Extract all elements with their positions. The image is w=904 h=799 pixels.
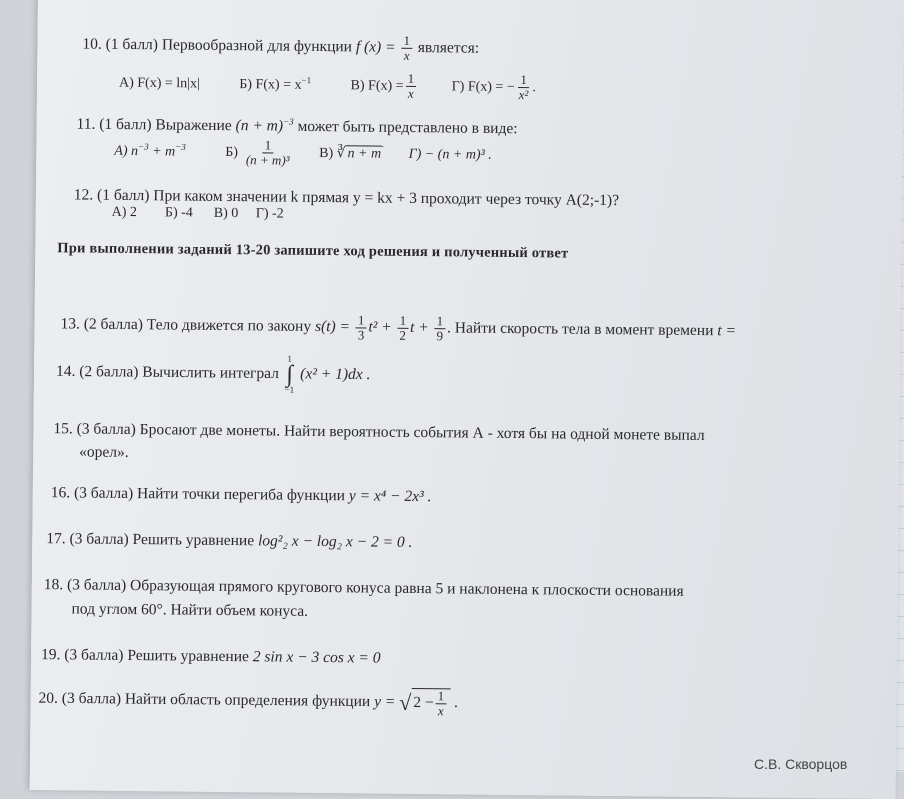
question-15-line1: 15. (3 балла) Бросают две монеты. Найти вероятность события А - хотя бы на одной монете выпал [53, 420, 705, 445]
q10-answer-c-den: x [407, 85, 414, 101]
q10-answer-b [239, 74, 312, 93]
q10-answer-d [451, 72, 537, 103]
q16-text: 16. (3 балла) Найти точки перегиба функции [50, 484, 346, 505]
q10-answer-b-exp: −1 [301, 74, 312, 85]
instruction-heading: При выполнении заданий 13-20 запишите ход решения и полученный ответ [57, 240, 569, 262]
q13-text: 13. (2 балла) Тело движется по закону [60, 315, 312, 335]
q13-tvar: t = [717, 322, 737, 340]
question-17 [46, 530, 412, 552]
q14-text: 14. (2 балла) Вычислить интеграл [55, 362, 279, 383]
q13-term2: t² + [368, 318, 392, 336]
q10-answer-d-text: Г) F(x) = − [451, 79, 515, 95]
q17-equation: log²₂ x − log₂ x − 2 = 0 . [257, 532, 413, 551]
signature-text: С.В. Скворцов [754, 756, 848, 772]
q11-answer-d: Г) − (n + m)³ . [408, 146, 492, 163]
q13-frac1-num: 1 [356, 313, 367, 328]
q11-expr-exp: −3 [283, 116, 294, 127]
q20-lhs: y = [374, 693, 396, 711]
q10-answer-a: А) F(x) = ln|x| [118, 75, 200, 92]
q17-text: 17. (3 балла) Решить уравнение [46, 530, 255, 550]
q14-integral-sign: 1 ∫ −1 [284, 353, 295, 395]
q10-tail: является: [417, 39, 480, 57]
q16-func: y = x⁴ − 2x³ . [348, 487, 432, 506]
q14-upper-limit: 1 [287, 353, 293, 364]
q13-frac2-num: 1 [398, 314, 409, 329]
question-20 [38, 684, 458, 718]
q10-frac [401, 34, 412, 63]
q10-answer-c-num: 1 [406, 72, 417, 87]
q11-answer-a [114, 141, 186, 160]
q20-radicand [411, 688, 450, 718]
q10-answer-d-end: . [532, 79, 537, 95]
q11-expr [235, 117, 293, 135]
question-11 [76, 114, 517, 138]
q11-answer-c [319, 146, 383, 162]
question-13 [60, 310, 736, 346]
q13-frac1-den: 3 [357, 327, 365, 343]
question-16 [51, 484, 432, 506]
q10-func: f (x) = [355, 38, 396, 56]
q14-lower-limit: −1 [284, 384, 295, 395]
q13-term1: t + [409, 318, 429, 337]
q13-frac3-num: 1 [435, 314, 446, 329]
q10-answer-b-text: Б) F(x) = x [239, 76, 302, 93]
q11-answer-a-mid: + m [148, 143, 176, 160]
q14-integrand: (x² + 1)dx . [300, 365, 371, 384]
q10-frac-den: x [403, 47, 410, 63]
q19-equation: 2 sin x − 3 cos x = 0 [252, 648, 381, 667]
q20-radicand-den: x [437, 703, 444, 719]
q20-end: . [453, 693, 458, 711]
q12-answers: А) 2 Б) -4 В) 0 Г) -2 [111, 204, 284, 222]
q10-answer-d-den: x² [518, 87, 529, 103]
q11-answers [114, 137, 492, 170]
q10-answer-c-text: В) F(x) = [350, 77, 404, 94]
q10-frac-num: 1 [401, 34, 412, 49]
q11-expr-base: (n + m) [235, 117, 284, 135]
q19-text: 19. (3 балла) Решить уравнение [40, 646, 250, 666]
q11-answer-b-text: Б) [225, 144, 239, 160]
q10-answer-c [350, 70, 419, 101]
q11-answer-b-num: 1 [263, 138, 274, 153]
q20-radicand-a: 2 − [413, 694, 434, 712]
q11-answer-a-exp2: −3 [175, 141, 186, 152]
question-12: 12. (1 балл) При каком значении k прямая y = kx + 3 проходит через точку А(2;-1)? [73, 186, 620, 210]
q13-frac2-den: 2 [399, 327, 407, 343]
question-18-line2: под углом 60°. Найти объем конуса. [71, 600, 309, 620]
q20-radicand-num: 1 [436, 689, 447, 704]
q13-law: s(t) = [314, 317, 351, 336]
q11-answer-a-exp1: −3 [138, 141, 149, 152]
exam-sheet [30, 0, 904, 799]
q11-tail: может быть представлено в виде: [297, 117, 518, 138]
q11-answer-b [225, 137, 294, 168]
q13-frac3-den: 9 [436, 328, 444, 344]
q11-text: 11. (1 балл) Выражение [76, 115, 232, 135]
q13-tail: . Найти скорость тела в момент времени [446, 319, 714, 340]
question-14 [56, 352, 371, 395]
question-10 [82, 30, 479, 63]
sqrt-icon: √ [399, 689, 412, 715]
q20-text: 20. (3 балла) Найти область определения функции [38, 689, 371, 711]
q11-answer-c-radicand: n + m [345, 145, 383, 162]
q10-text: 10. (1 балл) Первообразной для функции [82, 35, 353, 56]
question-19 [41, 646, 381, 668]
q10-answers [119, 69, 536, 102]
q11-answer-b-den: (n + m)³ [245, 152, 290, 168]
question-18-line1: 18. (3 балла) Образующая прямого кругового конуса равна 5 и наклонена к плоскости основания [43, 576, 684, 600]
q11-answer-a-text: А) n [114, 143, 139, 159]
question-15-line2: «орел». [79, 443, 129, 461]
q10-answer-d-num: 1 [518, 73, 529, 88]
q11-answer-c-text: В) ∛ [319, 145, 346, 161]
